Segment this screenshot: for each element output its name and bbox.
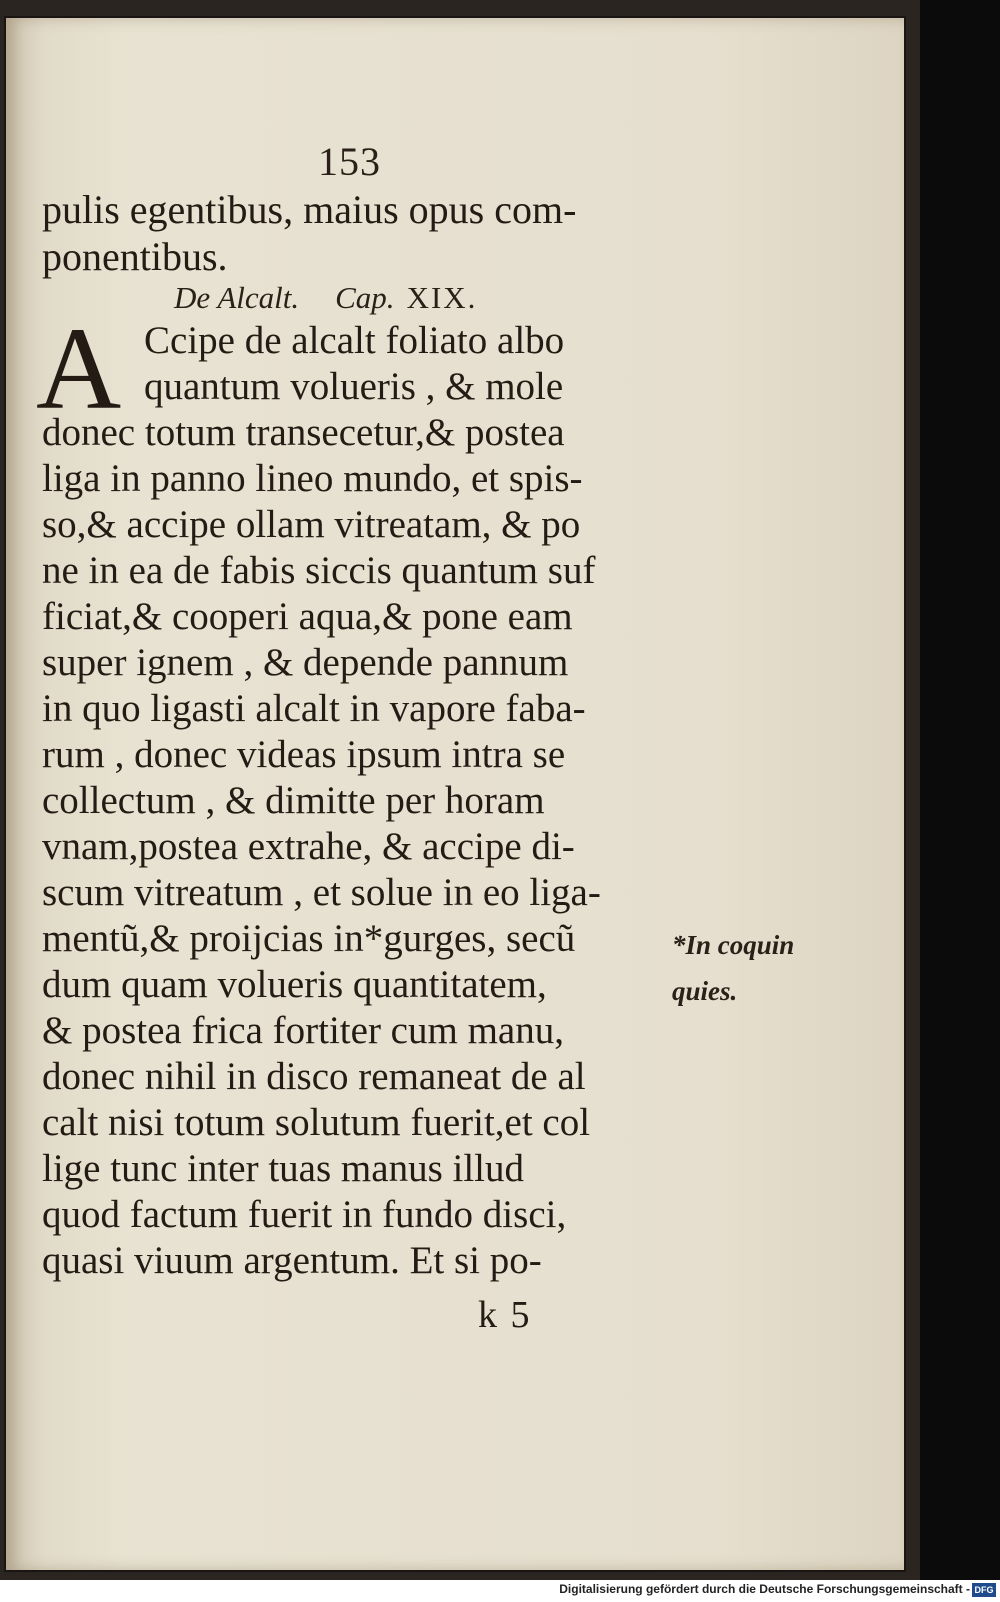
text-line: & postea frica fortiter cum manu, bbox=[42, 1009, 564, 1052]
text-line: quantum volueris , & mole bbox=[144, 365, 564, 408]
text-line: in quo ligasti alcalt in vapore faba- bbox=[42, 687, 586, 730]
text-line: calt nisi totum solutum fuerit,et col bbox=[42, 1101, 591, 1144]
text-line: mentũ,& proijcias in*gurges, secũ bbox=[42, 917, 576, 960]
text-line: ponentibus. bbox=[42, 234, 228, 279]
page-number: 153 bbox=[318, 139, 381, 184]
text-line: quasi viuum argentum. Et si po- bbox=[42, 1239, 542, 1282]
margin-note bbox=[672, 922, 794, 1014]
chapter-number: XIX. bbox=[406, 280, 478, 315]
text-line: vnam,postea extrahe, & accipe di- bbox=[42, 825, 575, 868]
text-line: super ignem , & depende pannum bbox=[42, 641, 569, 684]
book-page bbox=[6, 18, 904, 1570]
text-line: rum , donec videas ipsum intra se bbox=[42, 733, 566, 776]
dfg-logo-icon: DFG bbox=[972, 1583, 996, 1597]
text-line: donec nihil in disco remaneat de al bbox=[42, 1055, 586, 1098]
text-line: collectum , & dimitte per horam bbox=[42, 779, 545, 822]
text-line: liga in panno lineo mundo, et spis- bbox=[42, 457, 583, 500]
text-line: ne in ea de fabis siccis quantum suf bbox=[42, 549, 596, 592]
text-line: quod factum fuerit in fundo disci, bbox=[42, 1193, 567, 1236]
opening-lines bbox=[42, 186, 672, 280]
text-line: donec totum transecetur,& postea bbox=[42, 411, 565, 454]
body-text bbox=[42, 318, 672, 1284]
margin-note-line: quies. bbox=[672, 976, 738, 1006]
text-line: so,& accipe ollam vitreatam, & po bbox=[42, 503, 581, 546]
signature-mark: k 5 bbox=[478, 1294, 532, 1336]
text-line: pulis egentibus, maius opus com- bbox=[42, 187, 577, 232]
text-line: scum vitreatum , et solue in eo liga- bbox=[42, 871, 601, 914]
drop-cap: A bbox=[36, 303, 122, 434]
footer-bar bbox=[0, 1580, 1000, 1602]
text-line: dum quam volueris quantitatem, bbox=[42, 963, 547, 1006]
text-line: Ccipe de alcalt foliato albo bbox=[144, 319, 565, 362]
chapter-heading bbox=[174, 280, 477, 316]
text-line: lige tunc inter tuas manus illud bbox=[42, 1147, 524, 1190]
footer-credit: Digitalisierung gefördert durch die Deutsche Forschungsgemeinschaft - bbox=[559, 1582, 970, 1596]
chapter-title: De Alcalt. bbox=[174, 280, 300, 315]
margin-note-line: *In coquin bbox=[672, 930, 795, 960]
text-line: ficiat,& cooperi aqua,& pone eam bbox=[42, 595, 573, 638]
chapter-cap-label: Cap. bbox=[335, 280, 395, 315]
